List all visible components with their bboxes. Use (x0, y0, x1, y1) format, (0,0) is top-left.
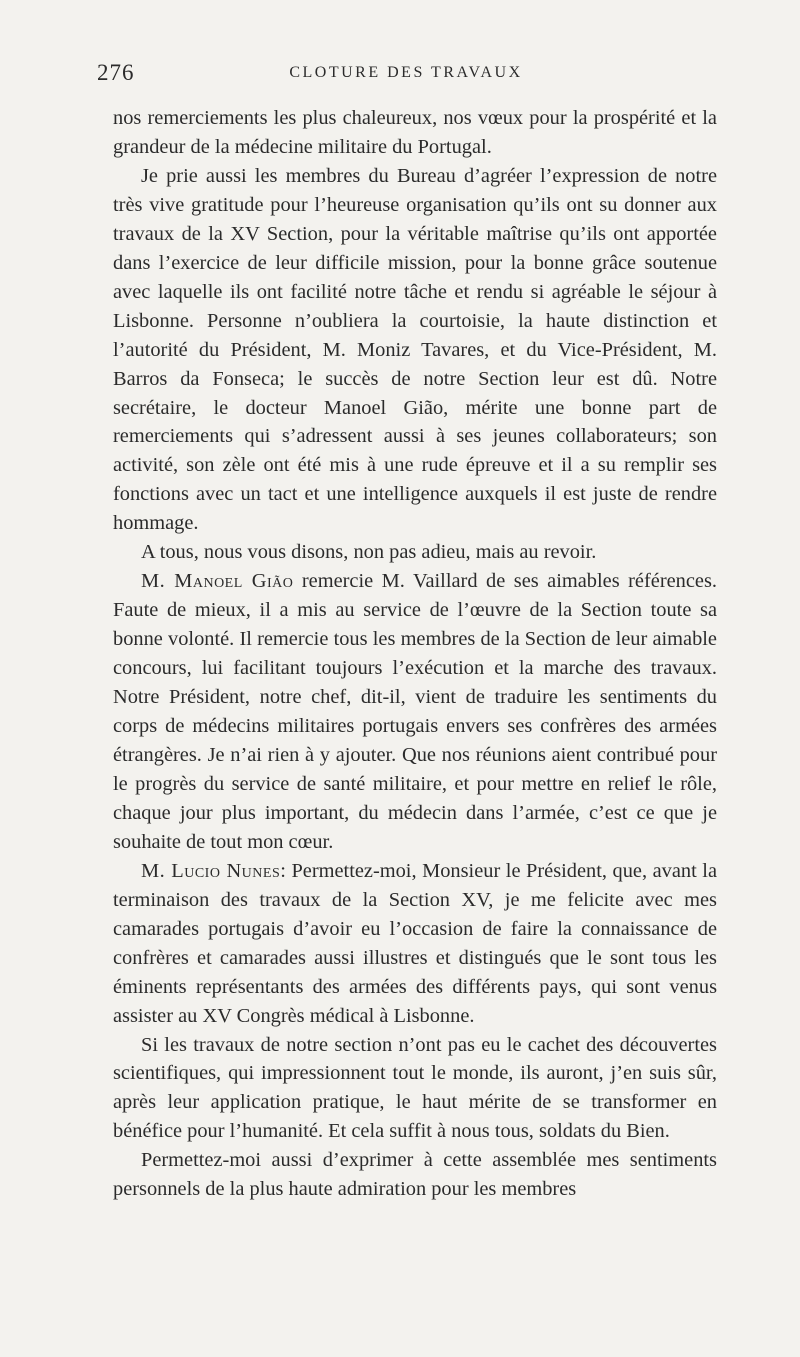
speech-text: : Permettez-moi, Monsieur le Président, que, avant la terminaison des travaux de la Section XV, je me felicite avec mes camarades portugais d’avoir eu l’occasion de faire la connaissance de confrères et camarades aussi illustres et distingués que le sont tous les éminents représentants des armées des différents pays, qui sont venus assister au XV Congrès médical à Lisbonne. (113, 859, 718, 1027)
running-head (97, 60, 715, 90)
speaker-name: M. Manoel Gião (141, 570, 294, 593)
speech-text: remercie M. Vaillard de ses aimables références. Faute de mieux, il a mis au service de l’œuvre de la Section toute sa bonne volonté. Il remercie tous les membres de la Section de leur aimable concours, lui facilitant toujours l’exécution et la marche des travaux. Notre Président, notre chef, dit-il, vient de traduire les sentiments du corps de médecins militaires portugais envers ses confrères des armées étrangères. Je n’ai rien à y ajouter. Que nos réunions aient contribué pour le progrès du service de santé militaire, et pour mettre en relief le rôle, chaque jour plus important, du médecin dans l’armée, c’est ce que je souhaite de tout mon cœur. (113, 570, 717, 853)
page-number: 276 (97, 60, 135, 85)
paragraph: nos remerciements les plus chaleureux, nos vœux pour la prospérité et la grandeur de la médecine militaire du Portugal. (113, 107, 717, 158)
paragraph (113, 567, 717, 857)
body-text (113, 104, 717, 1204)
running-title: CLOTURE DES TRAVAUX (289, 64, 523, 81)
paragraph: Si les travaux de notre section n’ont pas eu le cachet des découvertes scientifiques, qui impressionnent tout le monde, ils auront, j’en suis sûr, après leur application pratique, le haut mérite de se transformer en bénéfice pour l’humanité. Et cela suffit à nous tous, soldats du Bien. (113, 1033, 717, 1143)
paragraph (113, 857, 717, 1031)
paragraph: Permettez-moi aussi d’exprimer à cette assemblée mes sentiments personnels de la plus haute admiration pour les membres (113, 1149, 717, 1201)
paragraph: Je prie aussi les membres du Bureau d’agréer l’expression de notre très vive gratitude pour l’heureuse organisation qu’ils ont su donner aux travaux de la XV Section, pour la véritable maîtrise qu’ils ont apportée dans l’exercice de leur difficile mission, pour la bonne grâce soutenue avec laquelle ils ont facilité notre tâche et rendu si agréable le séjour à Lisbonne. Personne n’oubliera la courtoisie, la haute distinction et l’autorité du Président, M. Moniz Tavares, et du Vice-Président, M. Barros da Fonseca; le succès de notre Section leur est dû. Notre secrétaire, le docteur Manoel Gião, mérite une bonne part de remerciements qui s’adressent aussi à ses jeunes collaborateurs; son activité, son zèle ont été mis à une rude épreuve et il a su remplir ses fonctions avec un tact et une intelligence auxquels il est juste de rendre hommage. (113, 164, 717, 535)
paragraph: A tous, nous vous disons, non pas adieu, mais au revoir. (141, 541, 597, 564)
speaker-name: M. Lucio Nunes (141, 859, 281, 882)
